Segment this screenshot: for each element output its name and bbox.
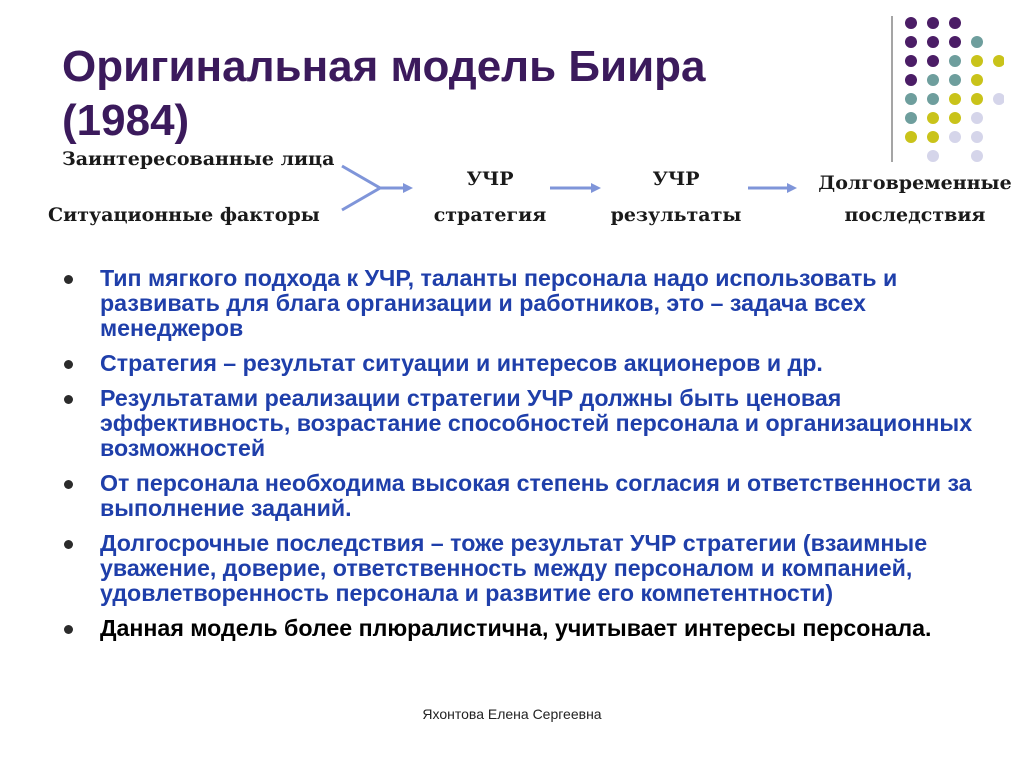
dot <box>949 17 961 29</box>
dot <box>993 55 1004 67</box>
long-term-consequences-label-line1: Долговременные <box>818 172 1012 194</box>
model-diagram <box>0 140 1024 240</box>
merge-connector <box>342 166 380 210</box>
dot <box>949 93 961 105</box>
dot <box>949 55 961 67</box>
hrm-results-label-line1: УЧР <box>652 168 700 190</box>
dot <box>905 36 917 48</box>
dot <box>905 112 917 124</box>
long-term-consequences-label-line2: последствия <box>844 204 986 226</box>
bullet-item: Данная модель более плюралистична, учитывает интересы персонала. <box>60 616 1000 641</box>
dot <box>949 74 961 86</box>
bullet-item: Тип мягкого подхода к УЧР, таланты персонала надо использовать и развивать для блага организации и работников, это – задача всех менеджеров <box>60 266 1000 341</box>
bullet-list <box>60 266 1000 651</box>
dot <box>949 112 961 124</box>
dot <box>905 74 917 86</box>
dot <box>905 55 917 67</box>
dot <box>905 93 917 105</box>
dot <box>971 55 983 67</box>
dot <box>949 36 961 48</box>
dot <box>971 93 983 105</box>
bullet-item: Стратегия – результат ситуации и интересов акционеров и др. <box>60 351 1000 376</box>
hrm-results-label-line2: результаты <box>610 204 742 226</box>
dot <box>927 112 939 124</box>
situational-factors-label: Ситуационные факторы <box>48 204 320 226</box>
dot <box>927 36 939 48</box>
dot <box>927 74 939 86</box>
dot <box>971 74 983 86</box>
bullet-item: От персонала необходима высокая степень согласия и ответственности за выполнение заданий. <box>60 471 1000 521</box>
dot <box>971 36 983 48</box>
slide-title: Оригинальная модель Биира (1984) <box>62 42 706 145</box>
dot <box>927 17 939 29</box>
stakeholders-label: Заинтересованные лица <box>62 148 335 170</box>
dot <box>971 112 983 124</box>
dot <box>905 17 917 29</box>
dot <box>927 55 939 67</box>
hrm-strategy-label-line1: УЧР <box>466 168 514 190</box>
bullet-item: Долгосрочные последствия – тоже результат УЧР стратегии (взаимные уважение, доверие, ответственность между персоналом и компанией, удовлетворенность персонала и развитие его компетентности) <box>60 531 1000 606</box>
dot <box>993 93 1004 105</box>
hrm-strategy-label-line2: стратегия <box>433 204 547 226</box>
dot <box>927 93 939 105</box>
bullet-item: Результатами реализации стратегии УЧР должны быть ценовая эффективность, возрастание способностей персонала и организационных возможностей <box>60 386 1000 461</box>
footer-author: Яхонтова Елена Сергеевна <box>422 706 602 722</box>
